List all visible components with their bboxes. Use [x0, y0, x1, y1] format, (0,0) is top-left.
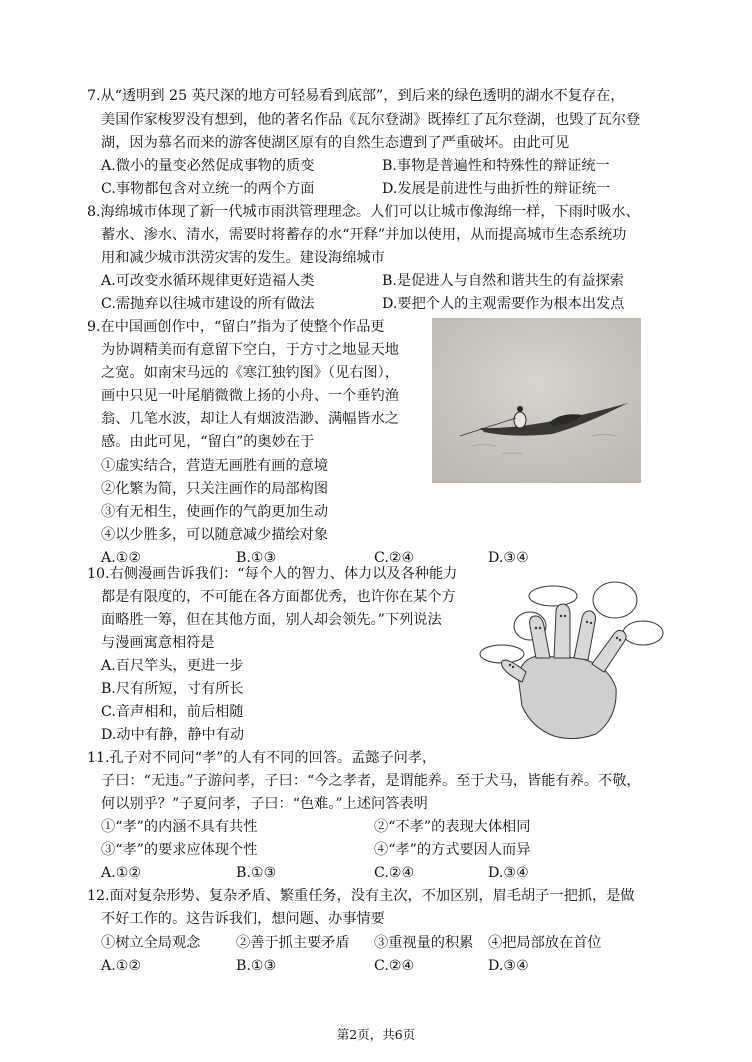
hand-cartoon-figure [478, 578, 664, 742]
q11-item-1: ①“孝”的内涵不具有共性 [101, 819, 258, 835]
q11-item-3: ③“孝”的要求应体现个性 [101, 842, 258, 858]
q7-option-c: C.事物都包含对立统一的两个方面 [101, 181, 315, 197]
painting-figure [432, 318, 641, 483]
q11-option-a: A.①② [101, 865, 142, 881]
q11-option-d: D.③④ [488, 865, 529, 881]
q11-line-1: 11.孔子对不同问“孝”的人有不同的回答。孟懿子问孝， [87, 750, 437, 766]
q10-line-3: 面略胜一筹，但在其他方面，别人却会领先。”下列说法 [101, 612, 442, 628]
q8-option-a: A.可改变水循环规律更好造福人类 [101, 273, 315, 289]
q9-item-1: ①虚实结合，营造无画胜有画的意境 [101, 458, 329, 474]
q9-option-b: B.①③ [236, 550, 277, 566]
q9-item-3: ③有无相生，使画作的气韵更加生动 [101, 504, 329, 520]
q12-item-2: ②善于抓主要矛盾 [236, 935, 350, 951]
q10-line-2: 都是有限度的，不可能在各方面都优秀，也许你在某个方 [101, 589, 456, 605]
q12-option-a: A.①② [101, 958, 142, 974]
q9-line-1: 9.在中国画创作中，“留白”指为了使整个作品更 [87, 319, 385, 335]
q9-option-d: D.③④ [488, 550, 529, 566]
page-number-footer: 第2页，共6页 [336, 1027, 416, 1042]
q12-option-c: C.②④ [374, 958, 415, 974]
q9-line-3: 之宽。如南宋马远的《寒江独钓图》（见右图）， [101, 365, 399, 381]
q9-item-2: ②化繁为简，只关注画作的局部构图 [101, 481, 329, 497]
q11-item-4: ④“孝”的方式要因人而异 [374, 842, 531, 858]
q7-line-1: 7.从“透明到 25 英尺深的地方可轻易看到底部”，到后来的绿色透明的湖水不复存在， [87, 88, 625, 104]
q12-line-1: 12.面对复杂形势、复杂矛盾、繁重任务，没有主次，不加区别，眉毛胡子一把抓，是做 [87, 888, 635, 904]
q9-line-5: 翁、几笔水波，却让人有烟波浩渺、满幅皆水之 [101, 411, 399, 427]
q7-line-2: 美国作家梭罗没有想到，他的著名作品《瓦尔登湖》既捧红了瓦尔登湖，也毁了瓦尔登 [101, 112, 641, 128]
q9-item-4: ④以少胜多，可以随意减少描绘对象 [101, 527, 329, 543]
q10-option-c: C.音声相和，前后相随 [101, 704, 244, 720]
q8-option-b: B.是促进人与自然和谐共生的有益探索 [382, 273, 624, 289]
q8-line-2: 蓄水、渗水、清水，需要时将蓄存的水“开释”并加以使用，从而提高城市生态系统功 [101, 227, 627, 243]
q12-option-d: D.③④ [488, 958, 529, 974]
q10-option-d: D.动中有静，静中有动 [101, 727, 245, 743]
q10-option-a: A.百尺竿头，更进一步 [101, 658, 244, 674]
q8-line-1: 8.海绵城市体现了新一代城市雨洪管理理念。人们可以让城市像海绵一样，下雨时吸水、 [87, 204, 640, 220]
q11-line-3: 何以别乎？”子夏问孝，子曰：“色难。”上述问答表明 [101, 796, 428, 812]
q9-line-4: 画中只见一叶尾艄微微上扬的小舟、一个垂钓渔 [101, 388, 399, 404]
hand-cartoon-icon [478, 578, 664, 742]
q10-line-1: 10.右侧漫画告诉我们：“每个人的智力、体力以及各种能力 [87, 566, 458, 582]
q12-line-2: 不好工作的。这告诉我们，想问题、办事情要 [101, 911, 385, 927]
q8-line-3: 用和减少城市洪涝灾害的发生。建设海绵城市 [101, 250, 385, 266]
q7-option-a: A.微小的量变必然促成事物的质变 [101, 158, 315, 174]
q8-option-d: D.要把个人的主观需要作为根本出发点 [382, 296, 625, 312]
q7-option-d: D.发展是前进性与曲折性的辩证统一 [382, 181, 611, 197]
fishing-boat-painting-icon [432, 318, 641, 483]
q10-option-b: B.尺有所短，寸有所长 [101, 681, 244, 697]
q9-option-a: A.①② [101, 550, 142, 566]
q8-option-c: C.需抛弃以往城市建设的所有做法 [101, 296, 315, 312]
q11-option-b: B.①③ [236, 865, 277, 881]
q9-line-6: 感。由此可见，“留白”的奥妙在于 [101, 434, 315, 450]
q12-item-1: ①树立全局观念 [101, 935, 201, 951]
q11-item-2: ②“不孝”的表现大体相同 [374, 819, 531, 835]
q10-line-4: 与漫画寓意相符是 [101, 635, 215, 651]
q9-line-2: 为协调精美而有意留下空白，于方寸之地显天地 [101, 342, 399, 358]
q12-option-b: B.①③ [236, 958, 277, 974]
q7-line-3: 湖，因为慕名而来的游客使湖区原有的自然生态遭到了严重破坏。由此可见 [101, 135, 570, 151]
q7-option-b: B.事物是普遍性和特殊性的辩证统一 [382, 158, 610, 174]
q11-option-c: C.②④ [374, 865, 415, 881]
q11-line-2: 子曰：“无违。”子游问孝，子曰：“今之孝者，是谓能养。至于犬马，皆能有养。不敬， [101, 773, 641, 789]
q12-item-3: ③重视量的积累 [374, 935, 474, 951]
q12-item-4: ④把局部放在首位 [488, 935, 602, 951]
q9-option-c: C.②④ [374, 550, 415, 566]
